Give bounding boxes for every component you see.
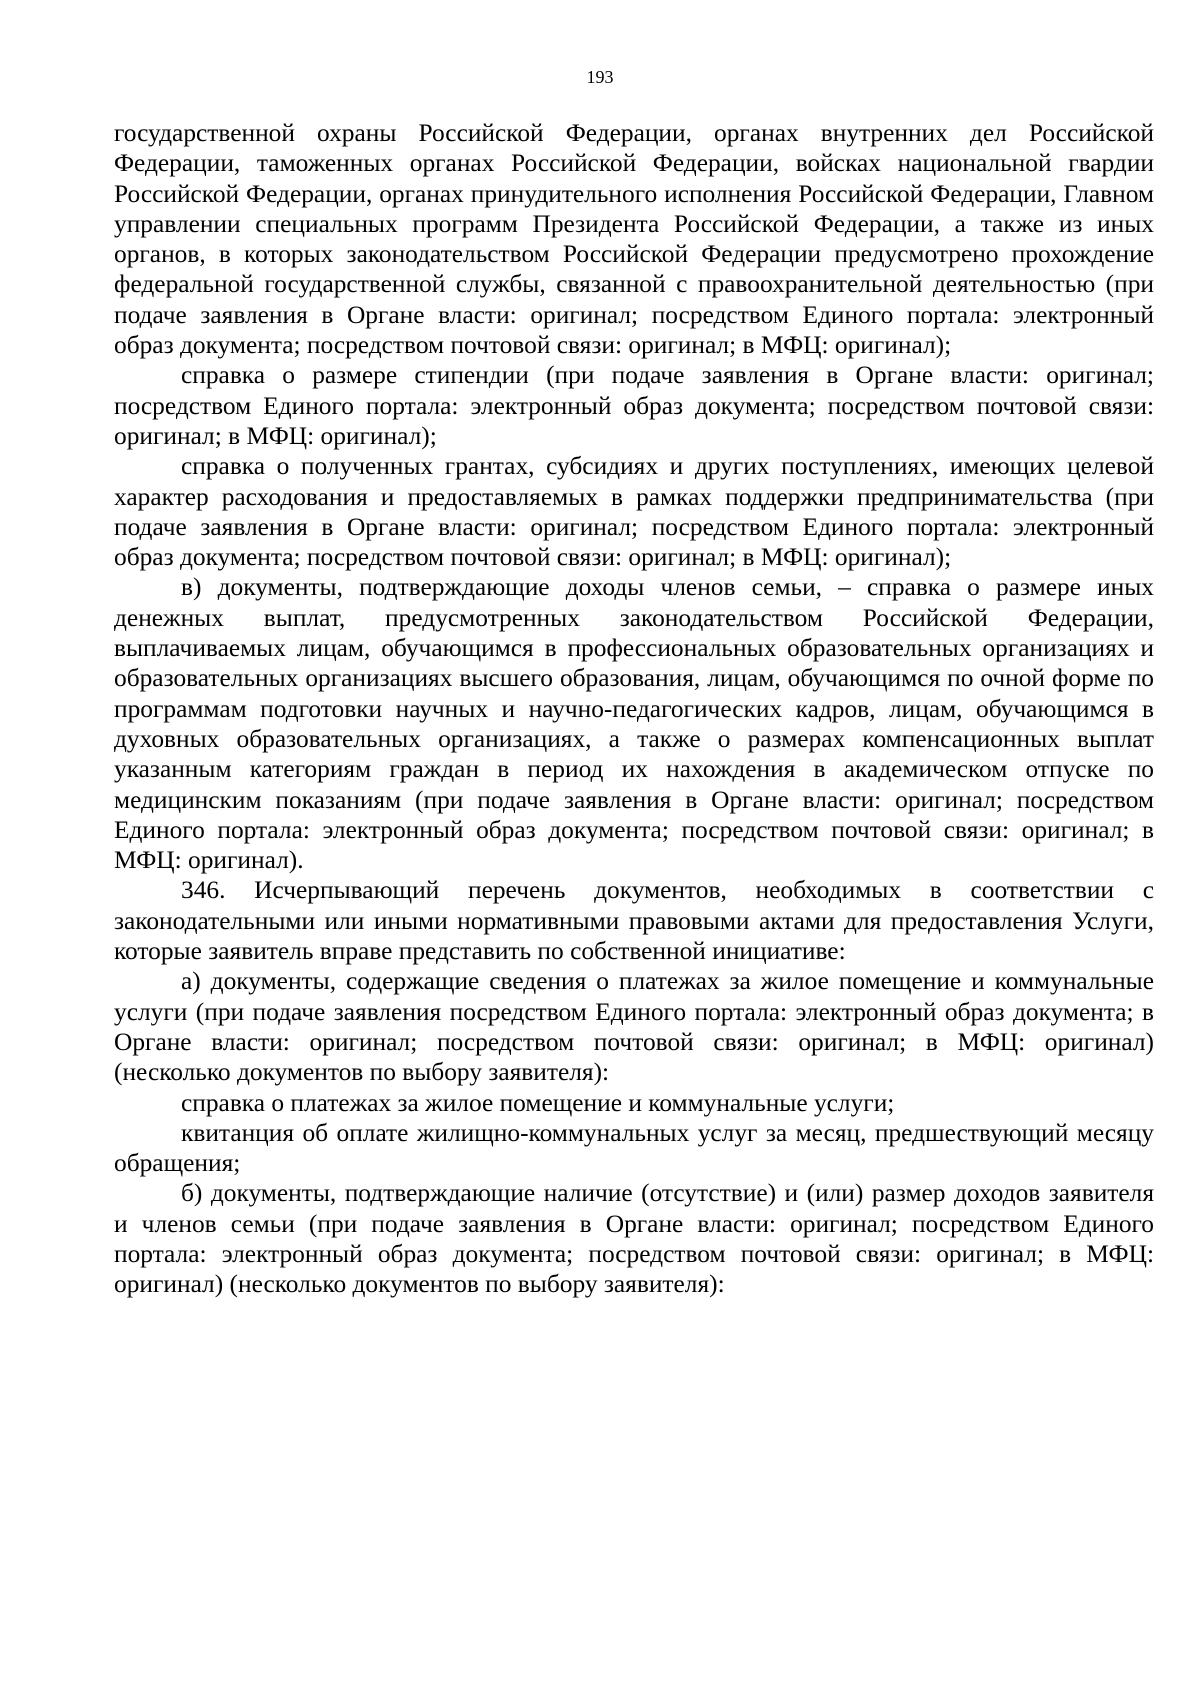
paragraph-continuation: государственной охраны Российской Федерации, органах внутренних дел Российской Федерации, таможенных органах Российской Федерации, войсках национальной гвардии Российской Федерации, органах принудительного исполнения Российской Федерации, Главном управлении специальных программ Президента Российской Федерации, а также из иных органов, в которых законодательством Российской Федерации предусмотрено прохождение федеральной государственной службы, связанной с правоохранительной деятельностью (при подаче заявления в Органе власти: оригинал; посредством Единого портала: электронный образ документа; посредством почтовой связи: оригинал; в МФЦ: оригинал); — [114, 119, 1154, 360]
paragraph-stipend-certificate: справка о размере стипендии (при подаче заявления в Органе власти: оригинал; посредством Единого портала: электронный образ документа; посредством почтовой связи: оригинал; в МФЦ: оригинал); — [114, 361, 1154, 450]
paragraph-item-b: б) документы, подтверждающие наличие (отсутствие) и (или) размер доходов заявителя и членов семьи (при подаче заявления в Органе власти: оригинал; посредством Единого портала: электронный образ документа; посредством почтовой связи: оригинал; в МФЦ: оригинал) (несколько документов по выбору заявителя): — [114, 1179, 1154, 1299]
paragraph-item-a: а) документы, содержащие сведения о платежах за жилое помещение и коммунальные услуги (при подаче заявления посредством Единого портала: электронный образ документа; в Органе власти: оригинал; посредством почтовой связи: оригинал; в МФЦ: оригинал) (несколько документов по выбору заявителя): — [114, 967, 1154, 1087]
paragraph-item-v: в) документы, подтверждающие доходы членов семьи, – справка о размере иных денежных выплат, предусмотренных законодательством Российской Федерации, выплачиваемых лицам, обучающимся в профессиональных образовательных организациях и образовательных организациях высшего образования, лицам, обучающимся по очной форме по программам подготовки научных и научно-педагогических кадров, лицам, обучающимся в духовных образовательных организациях, а также о размерах компенсационных выплат указанным категориям граждан в период их нахождения в академическом отпуске по медицинским показаниям (при подаче заявления в Органе власти: оригинал; посредством Единого портала: электронный образ документа; посредством почтовой связи: оригинал; в МФЦ: оригинал). — [114, 573, 1154, 875]
document-body — [114, 118, 1154, 1300]
paragraph-346: 346. Исчерпывающий перечень документов, необходимых в соответствии с законодательными или иными нормативными правовыми актами для предоставления Услуги, которые заявитель вправе представить по собственной инициативе: — [114, 876, 1154, 966]
paragraph-grants-certificate: справка о полученных грантах, субсидиях и других поступлениях, имеющих целевой характер расходования и предоставляемых в рамках поддержки предпринимательства (при подаче заявления в Органе власти: оригинал; посредством Единого портала: электронный образ документа; посредством почтовой связи: оригинал; в МФЦ: оригинал); — [114, 452, 1154, 572]
page-number: 193 — [586, 67, 614, 87]
paragraph-utility-receipt: квитанция об оплате жилищно-коммунальных услуг за месяц, предшествующий месяцу обращения; — [114, 1118, 1154, 1178]
paragraph-housing-payments-certificate: справка о платежах за жилое помещение и коммунальные услуги; — [181, 1088, 895, 1117]
